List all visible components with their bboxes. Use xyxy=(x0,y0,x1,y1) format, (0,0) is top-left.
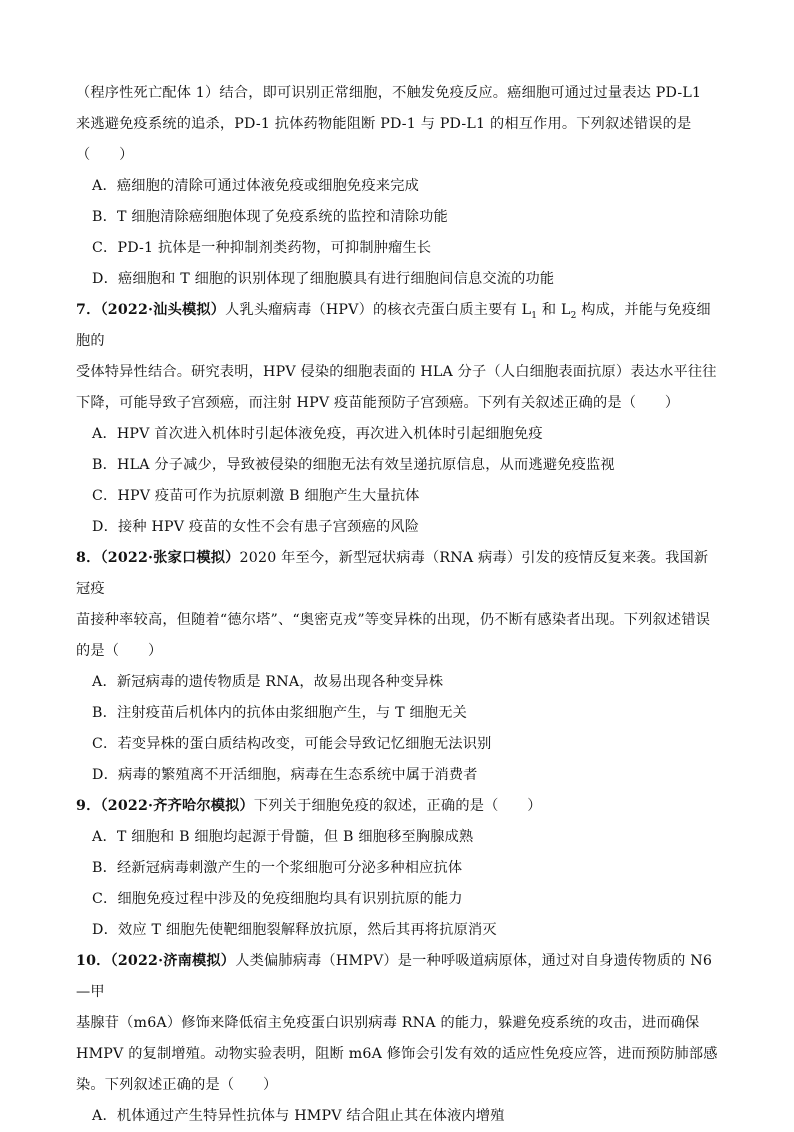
q7-option-a: A．HPV 首次进入机体时引起体液免疫，再次进入机体时引起细胞免疫 xyxy=(92,426,543,442)
q8-option-c: C．若变异株的蛋白质结构改变，可能会导致记忆细胞无法识别 xyxy=(92,736,492,752)
q10-option-a: A．机体通过产生特异性抗体与 HMPV 结合阻止其在体液内增殖 xyxy=(92,1108,505,1124)
q10-text: 人类偏肺病毒（HMPV）是一种呼吸道病原体，通过对自身遗传物质的 N6—甲 xyxy=(76,953,713,1000)
q8-text: 2020 年至今，新型冠状病毒（RNA 病毒）引发的疫情反复来袭。我国新冠疫 xyxy=(76,550,709,597)
q9-stem-line-1 xyxy=(76,791,718,822)
q6-option-c: C．PD-1 抗体是一种抑制剂类药物，可抑制肿瘤生长 xyxy=(92,240,432,256)
q8-stem-line-3: 的是（ ） xyxy=(76,643,163,659)
q8-option-d: D．病毒的繁殖离不开活细胞，病毒在生态系统中属于消费者 xyxy=(92,767,478,783)
q10-number: 10． xyxy=(76,953,111,969)
question-6 xyxy=(76,78,718,295)
q7-text-c: 构成，并能与免疫细胞的 xyxy=(76,302,711,349)
q7-text-b: 和 L xyxy=(537,302,571,318)
q7-stem-line-1 xyxy=(76,295,718,357)
q7-number: 7． xyxy=(76,302,101,318)
q7-sub-1: 1 xyxy=(531,310,538,321)
q9-option-d: D．效应 T 细胞先使靶细胞裂解释放抗原，然后其再将抗原消灭 xyxy=(92,922,497,938)
q7-option-d: D．接种 HPV 疫苗的女性不会有患子宫颈癌的风险 xyxy=(92,519,420,535)
q6-option-b: B．T 细胞清除癌细胞体现了免疫系统的监控和清除功能 xyxy=(92,209,448,225)
q10-stem-line-1 xyxy=(76,946,718,1008)
q7-option-c: C．HPV 疫苗可作为抗原刺激 B 细胞产生大量抗体 xyxy=(92,488,420,504)
q10-stem-line-3: HMPV 的复制增殖。动物实验表明，阻断 m6A 修饰会引发有效的适应性免疫应答，进而预防肺部感 xyxy=(76,1046,718,1062)
q9-option-c: C．细胞免疫过程中涉及的免疫细胞均具有识别抗原的能力 xyxy=(92,891,463,907)
q10-stem-line-2: 基腺苷（m6A）修饰来降低宿主免疫蛋白识别病毒 RNA 的能力，躲避免疫系统的攻击，进而确保 xyxy=(76,1015,700,1031)
q7-stem-line-3: 下降，可能导致子宫颈癌，而注射 HPV 疫苗能预防子宫颈癌。下列有关叙述正确的是（ ） xyxy=(76,395,680,411)
q7-text-a: 人乳头瘤病毒（HPV）的核衣壳蛋白质主要有 L xyxy=(225,302,532,318)
q8-stem-line-2: 苗接种率较高，但随着“德尔塔”、“奥密克戎”等变异株的出现，仍不断有感染者出现。下列叙述错误 xyxy=(76,612,711,628)
q6-option-d: D．癌细胞和 T 细胞的识别体现了细胞膜具有进行细胞间信息交流的功能 xyxy=(92,271,555,287)
q7-source: （2022·汕头模拟） xyxy=(100,302,226,318)
q9-number: 9． xyxy=(76,798,101,814)
q6-stem-line-2: 来逃避免疫系统的追杀，PD-1 抗体药物能阻断 PD-1 与 PD-L1 的相互作用。下列叙述错误的是 xyxy=(76,116,692,132)
q8-number: 8． xyxy=(76,550,101,566)
question-7 xyxy=(76,295,718,543)
question-10 xyxy=(76,946,718,1132)
q10-source: （2022·济南模拟） xyxy=(110,953,236,969)
q9-option-b: B．经新冠病毒刺激产生的一个浆细胞可分泌多种相应抗体 xyxy=(92,860,463,876)
q9-text: 下列关于细胞免疫的叙述，正确的是（ ） xyxy=(253,798,542,814)
q10-stem-line-4: 染。下列叙述正确的是（ ） xyxy=(76,1077,278,1093)
question-8 xyxy=(76,543,718,791)
q6-stem-line-1: （程序性死亡配体 1）结合，即可识别正常细胞，不触发免疫反应。癌细胞可通过过量表达 PD-L1 xyxy=(76,85,702,101)
q6-option-a: A．癌细胞的清除可通过体液免疫或细胞免疫来完成 xyxy=(92,178,419,194)
q8-stem-line-1 xyxy=(76,543,718,605)
q7-option-b: B．HLA 分子减少，导致被侵染的细胞无法有效呈递抗原信息，从而逃避免疫监视 xyxy=(92,457,615,473)
q8-option-a: A．新冠病毒的遗传物质是 RNA，故易出现各种变异株 xyxy=(92,674,444,690)
question-9 xyxy=(76,791,718,946)
q6-stem-line-3: （ ） xyxy=(76,147,134,163)
q8-source: （2022·张家口模拟） xyxy=(100,550,240,566)
q8-option-b: B．注射疫苗后机体内的抗体由浆细胞产生，与 T 细胞无关 xyxy=(92,705,468,721)
q9-source: （2022·齐齐哈尔模拟） xyxy=(100,798,254,814)
document-page xyxy=(76,78,718,1132)
q9-option-a: A．T 细胞和 B 细胞均起源于骨髓，但 B 细胞移至胸腺成熟 xyxy=(92,829,474,845)
q7-stem-line-2: 受体特异性结合。研究表明，HPV 侵染的细胞表面的 HLA 分子（人白细胞表面抗原）表达水平往往 xyxy=(76,364,717,380)
q7-sub-2: 2 xyxy=(570,310,577,321)
